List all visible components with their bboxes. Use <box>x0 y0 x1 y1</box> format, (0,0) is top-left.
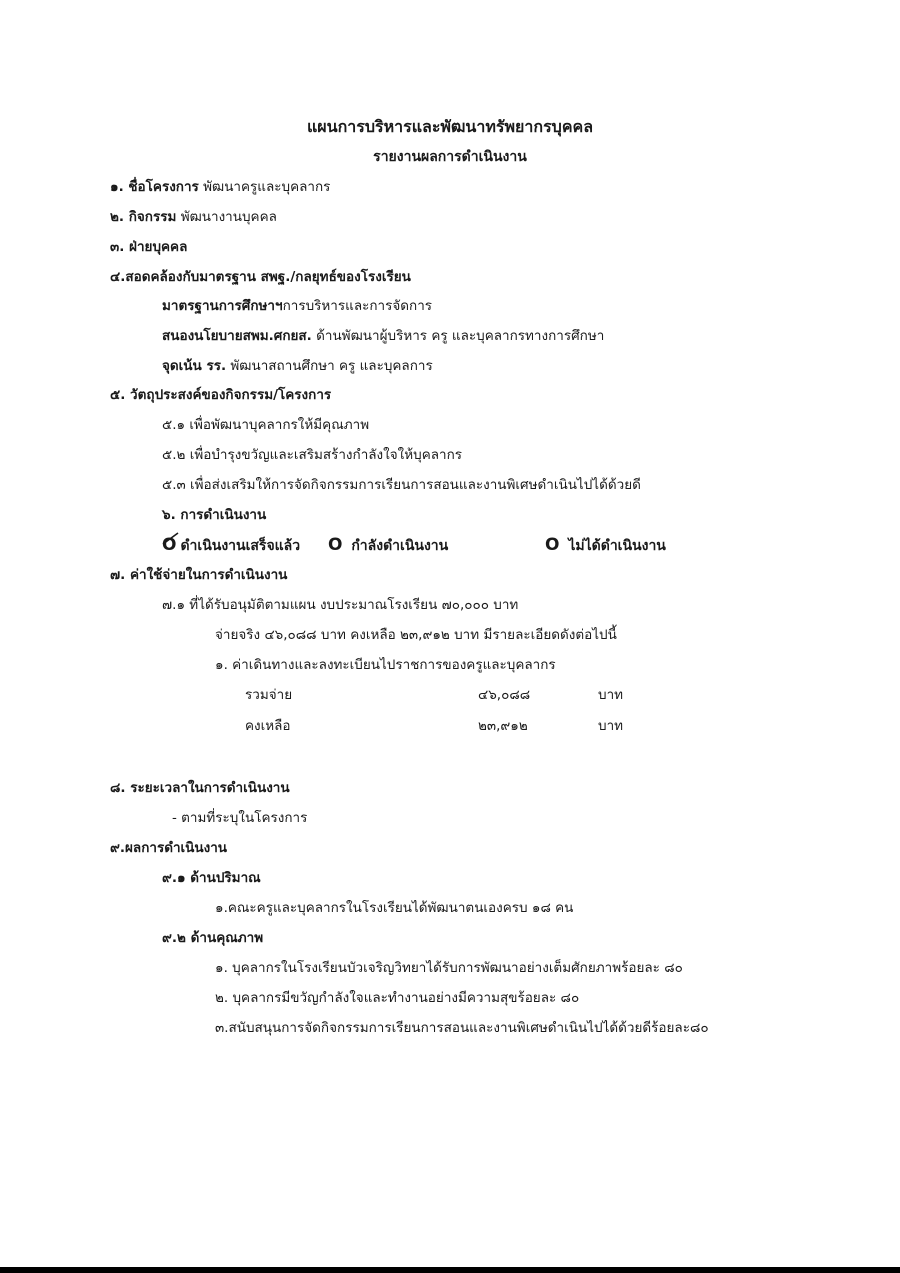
project-name-label: ๑. ชื่อโครงการ <box>110 179 199 195</box>
project-name-row <box>110 178 330 196</box>
standards-heading: ๔.สอดคล้องกับมาตรฐาน สพฐ./กลยุทธ์ของโรงเรียน <box>110 269 411 285</box>
operation-heading: ๖. การดำเนินงาน <box>162 507 267 523</box>
project-name-value: พัฒนาครูและบุคลากร <box>203 179 331 195</box>
duration-heading: ๘. ระยะเวลาในการดำเนินงาน <box>110 780 290 796</box>
circle-icon: O <box>328 535 343 555</box>
objective-item: ๕.๓ เพื่อส่งเสริมให้การจัดกิจกรรมการเรียนการสอนและงานพิเศษดำเนินไปได้ด้วยดี <box>162 477 641 493</box>
status-option-not-started <box>545 536 666 555</box>
activity-value: พัฒนางานบุคคล <box>180 209 277 225</box>
bottom-border <box>0 1267 900 1273</box>
quality-item: ๒. บุคลากรมีขวัญกำลังใจและทำงานอย่างมีความสุขร้อยละ ๘๐ <box>215 990 580 1006</box>
policy-label: สนองนโยบายสพม.ศกยส. <box>162 328 312 344</box>
remaining-unit: บาท <box>598 718 624 734</box>
remaining-value: ๒๓,๙๑๒ <box>478 718 528 734</box>
status-option-done <box>162 536 300 555</box>
quantity-item: ๑.คณะครูและบุคลากรในโรงเรียนได้พัฒนาตนเองครบ ๑๘ คน <box>215 900 574 916</box>
activity-label: ๒. กิจกรรม <box>110 209 177 225</box>
expenses-heading: ๗. ค่าใช้จ่ายในการดำเนินงาน <box>110 567 288 583</box>
education-standard-value: การบริหารและการจัดการ <box>282 298 433 314</box>
circle-icon: O <box>545 535 560 555</box>
status-option-in-progress-label: กำลังดำเนินงาน <box>351 538 449 554</box>
results-heading: ๙.ผลการดำเนินงาน <box>110 840 228 856</box>
department-label: ๓. ฝ่ายบุคคล <box>110 239 188 255</box>
total-spent-unit: บาท <box>598 687 624 703</box>
expense-item: ๑. ค่าเดินทางและลงทะเบียนไปราชการของครูและบุคลากร <box>215 657 556 673</box>
education-standard-label: มาตรฐานการศึกษาฯ <box>162 298 283 314</box>
document-title: แผนการบริหารและพัฒนาทรัพยากรบุคคล <box>306 117 594 136</box>
approved-budget: ๗.๑ ที่ได้รับอนุมัติตามแผน งบประมาณโรงเรียน ๗๐,๐๐๐ บาท <box>162 597 519 613</box>
quality-item: ๓.สนับสนุนการจัดกิจกรรมการเรียนการสอนและงานพิเศษดำเนินไปได้ด้วยดีร้อยละ๘๐ <box>215 1020 709 1036</box>
status-option-not-started-label: ไม่ได้ดำเนินงาน <box>568 538 666 554</box>
duration-value: - ตามที่ระบุในโครงการ <box>172 810 308 826</box>
status-option-in-progress <box>328 536 448 555</box>
quantity-heading: ๙.๑ ด้านปริมาณ <box>162 870 261 886</box>
objective-item: ๕.๑ เพื่อพัฒนาบุคลากรให้มีคุณภาพ <box>162 417 370 433</box>
policy-row <box>162 327 604 345</box>
total-spent-value: ๔๖,๐๘๘ <box>478 687 531 703</box>
status-option-done-label: ดำเนินงานเสร็จแล้ว <box>180 538 301 554</box>
objective-item: ๕.๒ เพื่อบำรุงขวัญและเสริมสร้างกำลังใจให้บุคลากร <box>162 447 463 463</box>
policy-value: ด้านพัฒนาผู้บริหาร ครู และบุคลากรทางการศึกษา <box>316 328 605 344</box>
total-spent-label: รวมจ่าย <box>245 687 293 703</box>
remaining-label: คงเหลือ <box>245 718 291 734</box>
school-focus-label: จุดเน้น รร. <box>162 358 227 374</box>
activity-row <box>110 208 277 226</box>
checked-circle-icon: O <box>162 536 180 555</box>
education-standard-row <box>162 297 432 315</box>
actual-spending: จ่ายจริง ๔๖,๐๘๘ บาท คงเหลือ ๒๓,๙๑๒ บาท มีรายละเอียดดังต่อไปนี้ <box>215 627 617 643</box>
document-subtitle: รายงานผลการดำเนินงาน <box>373 149 527 165</box>
quality-heading: ๙.๒ ด้านคุณภาพ <box>162 930 264 946</box>
school-focus-row <box>162 357 433 375</box>
objectives-heading: ๕. วัตถุประสงค์ของกิจกรรม/โครงการ <box>110 387 332 403</box>
school-focus-value: พัฒนาสถานศึกษา ครู และบุคลการ <box>230 358 433 374</box>
check-mark-icon <box>160 530 182 552</box>
quality-item: ๑. บุคลากรในโรงเรียนบัวเจริญวิทยาได้รับการพัฒนาอย่างเต็มศักยภาพร้อยละ ๘๐ <box>215 960 683 976</box>
